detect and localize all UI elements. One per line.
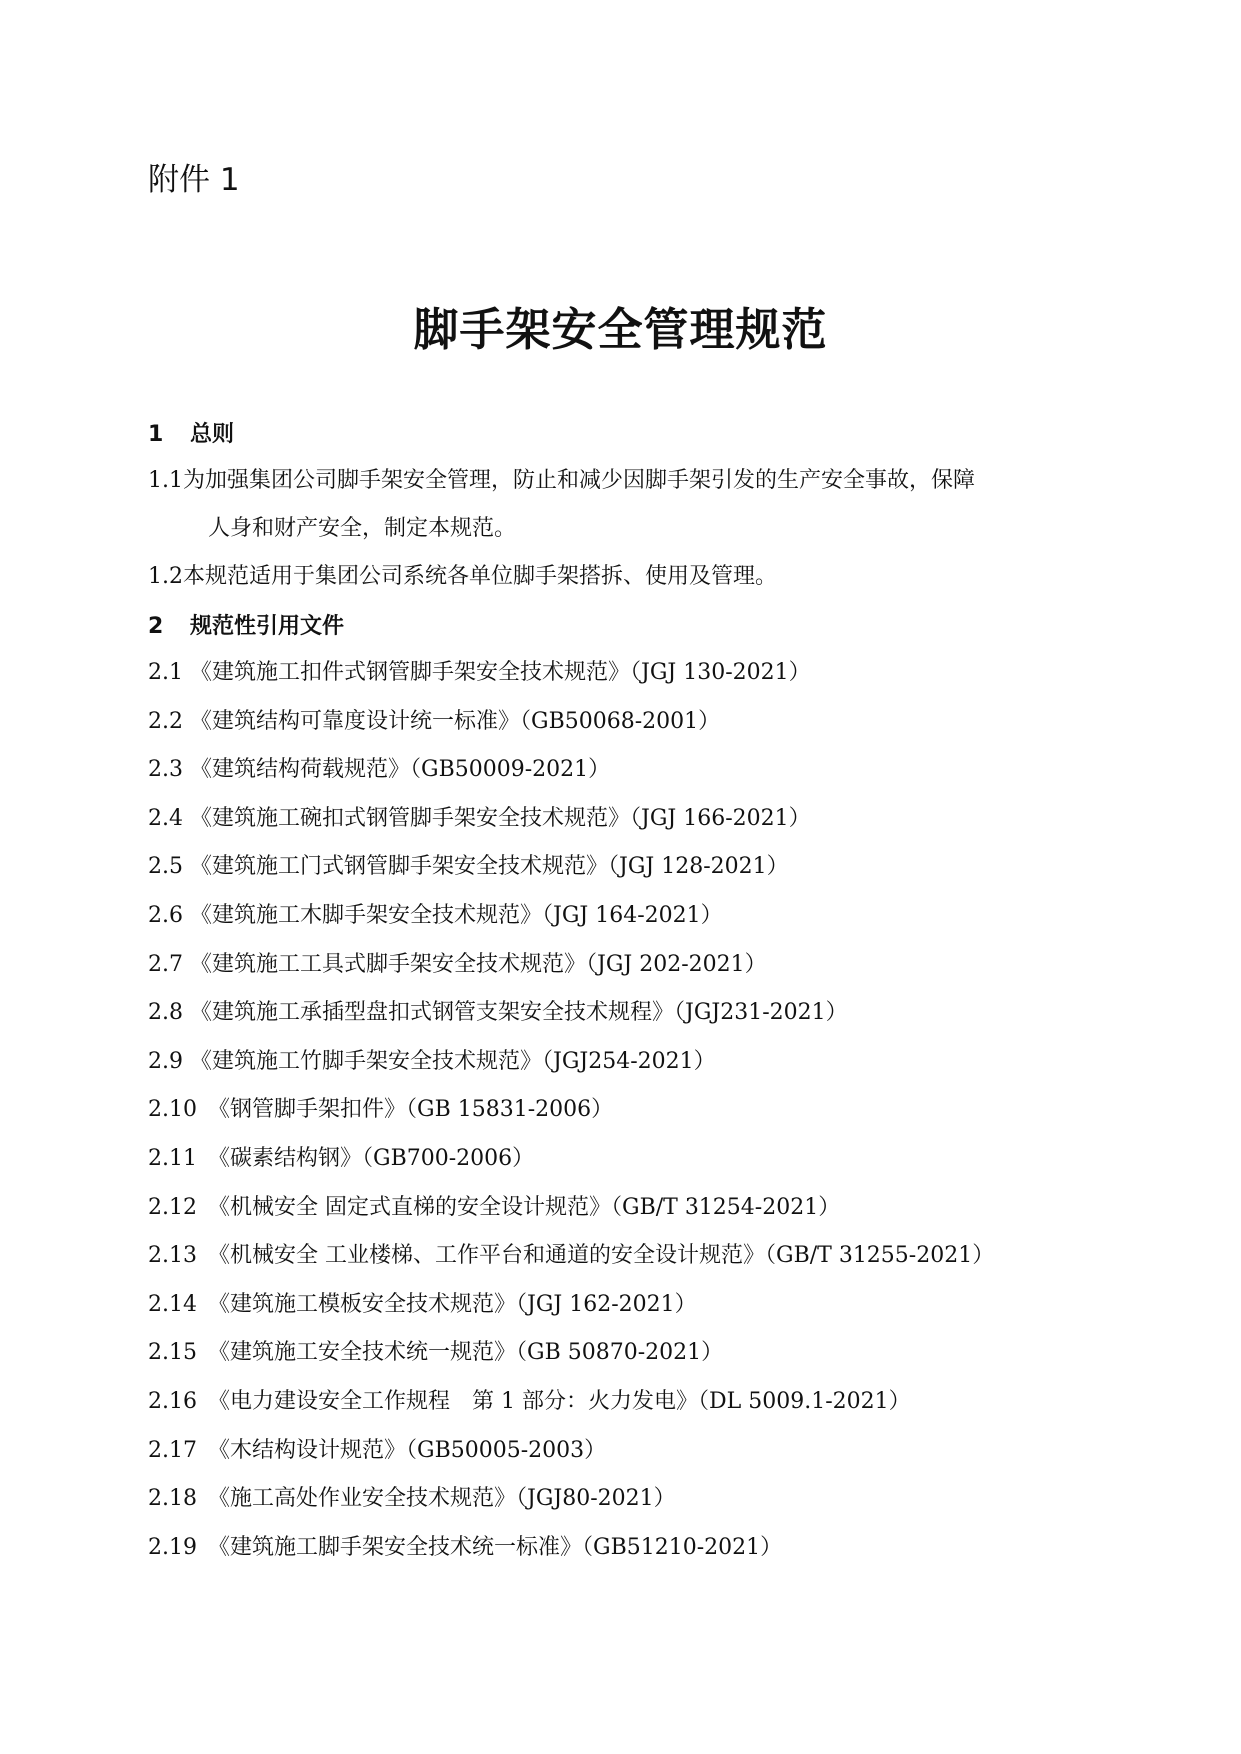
clause-line-continued: 人身和财产安全，制定本规范。 bbox=[208, 516, 517, 541]
reference-number: 2.11 bbox=[148, 1145, 197, 1171]
reference-number: 2.4 bbox=[148, 805, 183, 831]
clause-number: 1.1 bbox=[148, 468, 183, 493]
reference-list bbox=[148, 649, 1108, 1572]
document-title: 脚手架安全管理规范 bbox=[413, 303, 828, 356]
clause-text: 为加强集团公司脚手架安全管理，防止和减少因脚手架引发的生产安全事故，保障 bbox=[183, 468, 976, 493]
reference-text: 《木结构设计规范》（GB50005-2003） bbox=[208, 1437, 607, 1463]
reference-item bbox=[148, 843, 1108, 892]
section-number: 1 bbox=[148, 422, 164, 447]
reference-number: 2.9 bbox=[148, 1048, 183, 1074]
attachment-label: 附件 1 bbox=[148, 162, 240, 198]
reference-text: 《建筑施工安全技术统一规范》（GB 50870-2021） bbox=[208, 1340, 724, 1366]
reference-text: 《碳素结构钢》（GB700-2006） bbox=[208, 1145, 535, 1171]
reference-text: 《建筑结构荷载规范》（GB50009-2021） bbox=[190, 757, 611, 783]
clause-line bbox=[148, 457, 1108, 505]
reference-number: 2.12 bbox=[148, 1194, 197, 1220]
reference-text: 《建筑施工竹脚手架安全技术规范》（JGJ254-2021） bbox=[190, 1048, 716, 1074]
clause-line bbox=[148, 553, 1108, 601]
reference-number: 2.5 bbox=[148, 854, 183, 880]
reference-item bbox=[148, 1281, 1108, 1330]
reference-text: 《施工高处作业安全技术规范》（JGJ80-2021） bbox=[208, 1486, 676, 1512]
reference-item bbox=[148, 1184, 1108, 1233]
reference-item bbox=[148, 989, 1108, 1038]
section-heading-normative-references bbox=[148, 605, 1108, 649]
reference-item bbox=[148, 1135, 1108, 1184]
reference-number: 2.17 bbox=[148, 1437, 197, 1463]
reference-text: 《机械安全 工业楼梯、工作平台和通道的安全设计规范》（GB/T 31255-2021） bbox=[208, 1243, 995, 1269]
reference-item bbox=[148, 698, 1108, 747]
reference-item bbox=[148, 746, 1108, 795]
reference-number: 2.15 bbox=[148, 1340, 197, 1366]
reference-item bbox=[148, 1086, 1108, 1135]
reference-number: 2.16 bbox=[148, 1388, 197, 1414]
reference-number: 2.6 bbox=[148, 902, 183, 928]
reference-item bbox=[148, 1524, 1108, 1573]
reference-item bbox=[148, 892, 1108, 941]
reference-number: 2.14 bbox=[148, 1291, 197, 1317]
reference-text: 《建筑施工门式钢管脚手架安全技术规范》（JGJ 128-2021） bbox=[190, 854, 789, 880]
reference-number: 2.2 bbox=[148, 708, 183, 734]
reference-item bbox=[148, 1427, 1108, 1476]
section-heading-general bbox=[148, 413, 1108, 457]
clause-1-2 bbox=[148, 553, 1108, 601]
reference-item bbox=[148, 1329, 1108, 1378]
clause-1-1 bbox=[148, 457, 1108, 553]
reference-text: 《建筑施工工具式脚手架安全技术规范》（JGJ 202-2021） bbox=[190, 951, 767, 977]
section-heading-text: 规范性引用文件 bbox=[190, 614, 345, 639]
reference-item bbox=[148, 1475, 1108, 1524]
reference-text: 《建筑施工木脚手架安全技术规范》（JGJ 164-2021） bbox=[190, 902, 723, 928]
reference-item bbox=[148, 649, 1108, 698]
reference-text: 《电力建设安全工作规程 第 1 部分：火力发电》（DL 5009.1-2021） bbox=[208, 1388, 911, 1414]
reference-text: 《机械安全 固定式直梯的安全设计规范》（GB/T 31254-2021） bbox=[208, 1194, 841, 1220]
reference-number: 2.19 bbox=[148, 1534, 197, 1560]
reference-text: 《建筑施工脚手架安全技术统一标准》（GB51210-2021） bbox=[208, 1534, 783, 1560]
reference-number: 2.8 bbox=[148, 1000, 183, 1026]
reference-item bbox=[148, 1232, 1108, 1281]
reference-number: 2.18 bbox=[148, 1486, 197, 1512]
reference-item bbox=[148, 795, 1108, 844]
reference-text: 《钢管脚手架扣件》（GB 15831-2006） bbox=[208, 1097, 614, 1123]
reference-text: 《建筑施工扣件式钢管脚手架安全技术规范》（JGJ 130-2021） bbox=[190, 660, 811, 685]
reference-number: 2.1 bbox=[148, 660, 183, 685]
section-number: 2 bbox=[148, 614, 164, 639]
reference-number: 2.3 bbox=[148, 757, 183, 783]
reference-text: 《建筑施工碗扣式钢管脚手架安全技术规范》（JGJ 166-2021） bbox=[190, 805, 811, 831]
section-heading-text: 总则 bbox=[190, 422, 235, 447]
clause-number: 1.2 bbox=[148, 564, 183, 589]
reference-number: 2.7 bbox=[148, 951, 183, 977]
document-body bbox=[148, 413, 1108, 1572]
reference-text: 《建筑施工承插型盘扣式钢管支架安全技术规程》（JGJ231-2021） bbox=[190, 1000, 848, 1026]
reference-number: 2.10 bbox=[148, 1097, 197, 1123]
clause-text: 本规范适用于集团公司系统各单位脚手架搭拆、使用及管理。 bbox=[183, 564, 778, 589]
reference-number: 2.13 bbox=[148, 1243, 197, 1269]
reference-item bbox=[148, 1038, 1108, 1087]
reference-text: 《建筑结构可靠度设计统一标准》（GB50068-2001） bbox=[190, 708, 721, 734]
reference-item bbox=[148, 941, 1108, 990]
reference-text: 《建筑施工模板安全技术规范》（JGJ 162-2021） bbox=[208, 1291, 697, 1317]
reference-item bbox=[148, 1378, 1108, 1427]
